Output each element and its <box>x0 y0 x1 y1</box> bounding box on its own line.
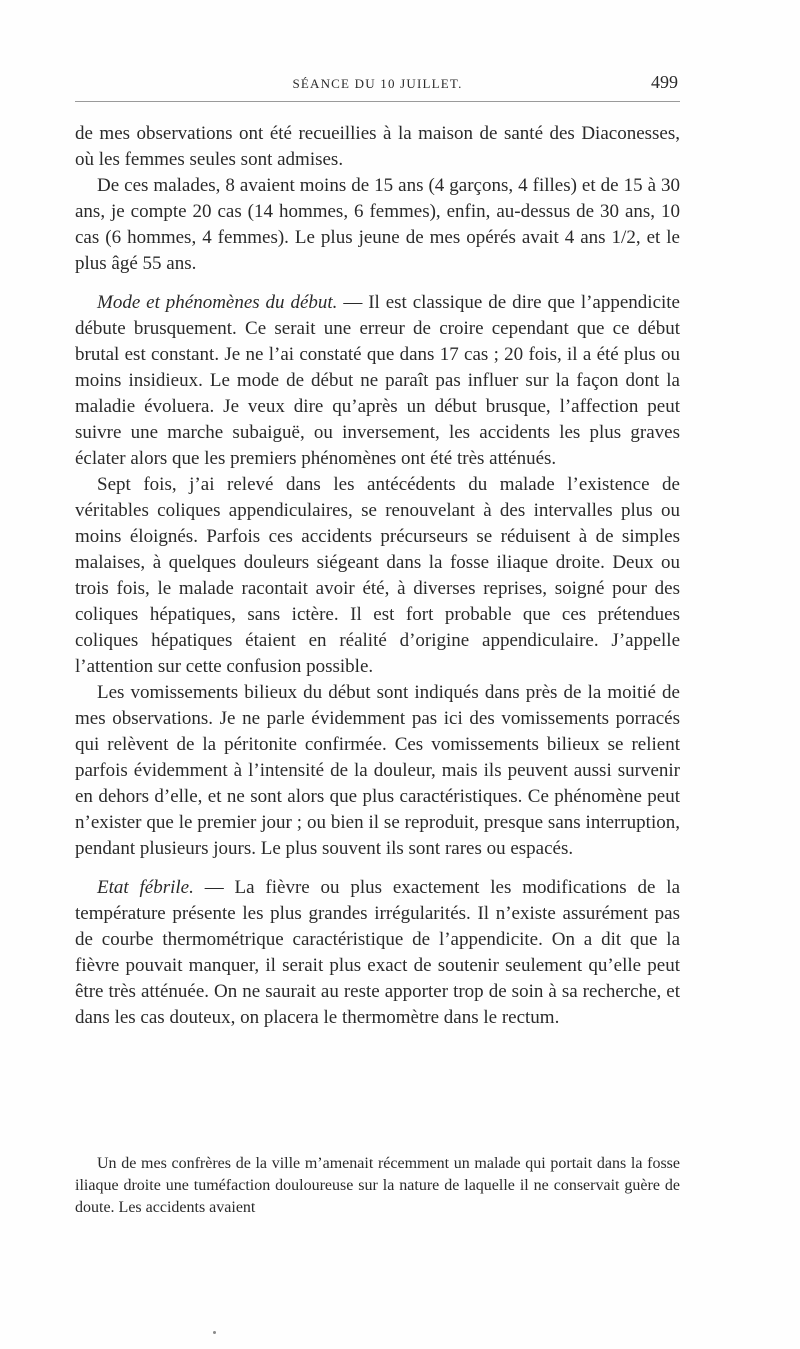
paragraph-onset-text: — Il est classique de dire que l’appendicite débute brusquement. Ce serait une erreur de croire cependant que ce début brutal est constant. Je ne l’ai constaté que dans 17 cas ; 20 fois, il a été plus ou moins insidieux. Le mode de début ne paraît pas influer sur la façon dont la maladie évoluera. Je veux dire qu’après un début brusque, l’affection peut suivre une marche subaiguë, ou inversement, les accidents les plus graves éclater alors que les premiers phénomènes ont été très atténués. <box>75 292 680 469</box>
small-print-paragraph: Un de mes confrères de la ville m’amenait récemment un malade qui portait dans la fosse iliaque droite une tuméfaction douloureuse sur la nature de laquelle il ne conservait guère de doute. Les accidents avaient <box>75 1155 680 1216</box>
section-heading-fever: Etat fébrile. <box>97 877 194 898</box>
paragraph-continuation: de mes observations ont été recueillies à la maison de santé des Diaconesses, où les femmes seules sont admises. <box>75 123 680 170</box>
paragraph-vomiting: Les vomissements bilieux du début sont indiqués dans près de la moitié de mes observations. Je ne parle évidemment pas ici des vomissements porracés qui relèvent de la péritonite confirmée. Ces vomissements bilieux se relient parfois évidemment à l’intensité de la douleur, mais ils peuvent aussi survenir en dehors d’elle, et ne sont alors que plus caractéristiques. Ce phénomène peut n’exister que le premier jour ; ou bien il se reproduit, presque sans interruption, pendant plusieurs jours. Le plus souvent ils sont rares ou espacés. <box>75 682 680 859</box>
paragraph-patient-ages: De ces malades, 8 avaient moins de 15 ans (4 garçons, 4 filles) et de 15 à 30 ans, je compte 20 cas (14 hommes, 6 femmes), enfin, au-dessus de 30 ans, 10 cas (6 hommes, 4 femmes). Le plus jeune de mes opérés avait 4 ans 1/2, et le plus âgé 55 ans. <box>75 175 680 274</box>
header-rule <box>75 101 680 102</box>
main-text <box>75 121 680 1031</box>
paragraph-fever-text: — La fièvre ou plus exactement les modifications de la température présente les plus grandes irrégularités. Il n’existe assurément pas de courbe thermométrique caractéristique de l’appendicite. On a dit que la fièvre pouvait manquer, il serait plus exact de soutenir seulement qu’elle peut être très atténuée. On ne saurait au reste apporter trop de soin à sa recherche, et dans les cas douteux, on placera le thermomètre dans le rectum. <box>75 877 680 1028</box>
running-head: SÉANCE DU 10 JUILLET. <box>292 76 463 91</box>
page-number: 499 <box>651 72 678 92</box>
paragraph-fever <box>75 875 680 1031</box>
paper-speck <box>213 1331 216 1334</box>
paragraph-colic-history: Sept fois, j’ai relevé dans les antécédents du malade l’existence de véritables coliques appendiculaires, se renouvelant à des intervalles plus ou moins éloignés. Parfois ces accidents précurseurs se réduisent à de simples malaises, à quelques douleurs siégeant dans la fosse iliaque droite. Deux ou trois fois, le malade racontait avoir été, à diverses reprises, soigné pour des coliques hépatiques, sans ictère. Il est fort probable que ces prétendues coliques hépatiques étaient en réalité d’origine appendiculaire. J’appelle l’attention sur cette confusion possible. <box>75 474 680 677</box>
section-heading-onset: Mode et phénomènes du début. <box>97 292 338 313</box>
small-print-passage <box>75 1153 680 1219</box>
page-header <box>75 72 680 94</box>
paragraph-onset <box>75 290 680 472</box>
